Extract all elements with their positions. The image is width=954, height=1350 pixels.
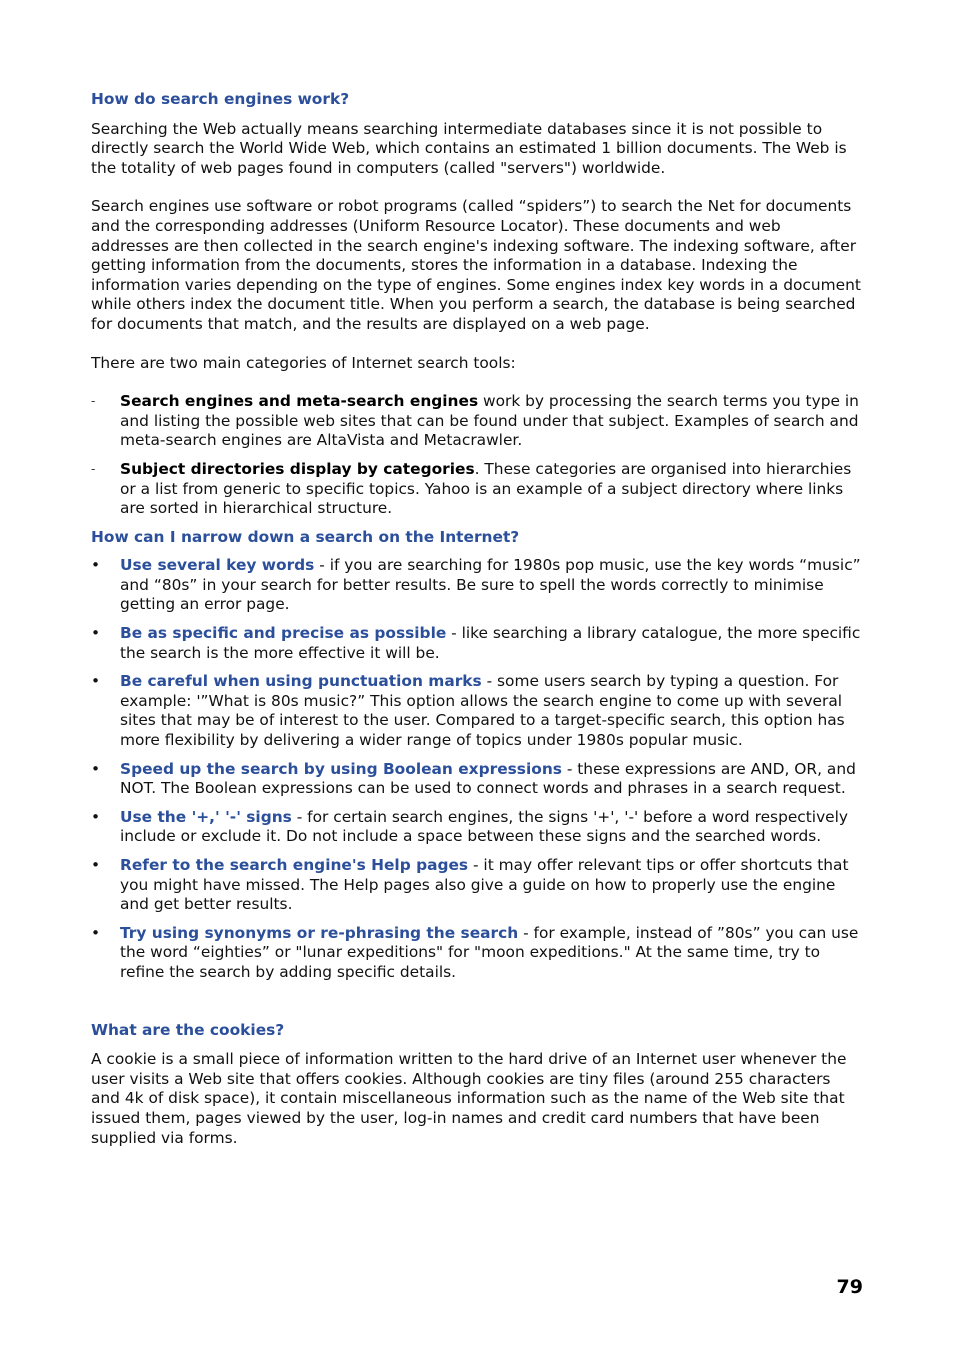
list-item: [91, 392, 863, 451]
list-item: [91, 856, 863, 915]
category-term: Search engines and meta-search engines: [120, 392, 479, 411]
page-content: [91, 90, 863, 1148]
bullet-marker: •: [91, 759, 101, 778]
tip-text: - these expressions are AND, OR, and NOT. The Boolean expressions can be used to connect words and phrases in a search request.: [120, 759, 856, 798]
category-text: . These categories are organised into hierarchies or a list from generic to specific topics. Yahoo is an example of a subject directory where links are sorted in hierarchical structure.: [120, 459, 852, 518]
bullet-marker: •: [91, 807, 101, 826]
list-item: [91, 556, 863, 615]
tip-term: Be as specific and precise as possible: [120, 624, 447, 643]
tip-text: - it may offer relevant tips or offer shortcuts that you might have missed. The Help pages also give a guide on how to properly use the engine and get better results.: [120, 856, 849, 914]
tip-term: Refer to the search engine's Help pages: [120, 856, 469, 874]
dash-marker: -: [91, 394, 96, 409]
dash-marker: -: [91, 461, 96, 476]
bullet-marker: •: [91, 856, 101, 874]
bullet-marker: •: [91, 556, 101, 575]
tip-term: Speed up the search by using Boolean expressions: [120, 759, 562, 778]
tip-text: - some users search by typing a question. For example: '”What is 80s music?” This option allows the search engine to come up with several sites that may be of interest to the user. Compared to a target-specific search, this option has more flexibility by delivering a wider range of topics under 1980s popular music.: [120, 672, 845, 750]
bullet-marker: •: [91, 624, 101, 643]
tip-text: - for certain search engines, the signs '+', '-' before a word respectively include or exclude it. Do not include a space between these signs and the searched words.: [120, 807, 849, 846]
tip-text: - like searching a library catalogue, the more specific the search is the more effective it will be.: [120, 624, 861, 662]
paragraph-cookies: A cookie is a small piece of information written to the hard drive of an Internet user whenever the user visits a Web site that offers cookies. Although cookies are tiny files (around 255 characters and 4k of disk space), it contain miscellaneous information such as the name of the Web site that issued them, pages viewed by the user, log-in names and credit card numbers that have been supplied via forms.: [91, 1050, 847, 1147]
paragraph-spiders: Search engines use software or robot programs (called “spiders”) to search the Net for documents and the corresponding addresses (Uniform Resource Locator). These documents and web addresses are then collected in the search engine's indexing software. The indexing software, after getting information from the documents, stores the information in a database. Indexing the information varies depending on the type of engines. Some engines index key words in a document while others index the document title. When you perform a search, the database is being searched for documents that match, and the results are displayed on a web page.: [91, 197, 861, 333]
list-item: [91, 624, 863, 663]
list-item: [91, 808, 863, 847]
list-item: [91, 760, 863, 799]
tip-text: - if you are searching for 1980s pop music, use the key words “music” and “80s” in your search for better results. Be sure to spell the words correctly to minimise getting an error page.: [120, 556, 861, 614]
tip-term: Use several key words: [120, 556, 315, 575]
paragraph-searching-web: Searching the Web actually means searching intermediate databases since it is not possible to directly search the World Wide Web, which contains an estimated 1 billion documents. The Web is the totality of web pages found in computers (called "servers") worldwide.: [91, 119, 847, 177]
page-number: 79: [836, 1276, 863, 1298]
heading-search-engines: How do search engines work?: [91, 90, 350, 108]
tip-text: - for example, instead of ”80s” you can use the word “eighties” or "lunar expeditions" for "moon expeditions." At the same time, try to refine the search by adding specific details.: [120, 923, 859, 981]
paragraph-categories-intro: There are two main categories of Internet search tools:: [91, 353, 516, 372]
list-item: [91, 924, 863, 983]
bullet-marker: •: [91, 923, 101, 942]
bullet-marker: •: [91, 672, 101, 691]
tip-term: Be careful when using punctuation marks: [120, 672, 482, 691]
list-item: [91, 460, 863, 519]
heading-cookies: What are the cookies?: [91, 1020, 285, 1039]
category-term: Subject directories display by categories: [120, 459, 475, 478]
tip-term: Try using synonyms or re-phrasing the search: [120, 923, 519, 942]
category-list: [91, 392, 863, 519]
category-text: work by processing the search terms you type in and listing the possible web sites that can be found under that subject. Examples of search and meta-search engines are AltaVista and Metacrawler.: [120, 392, 859, 450]
heading-narrow-search: How can I narrow down a search on the Internet?: [91, 527, 520, 546]
tips-list: [91, 556, 863, 982]
list-item: [91, 672, 863, 750]
tip-term: Use the '+,' '-' signs: [120, 807, 292, 826]
